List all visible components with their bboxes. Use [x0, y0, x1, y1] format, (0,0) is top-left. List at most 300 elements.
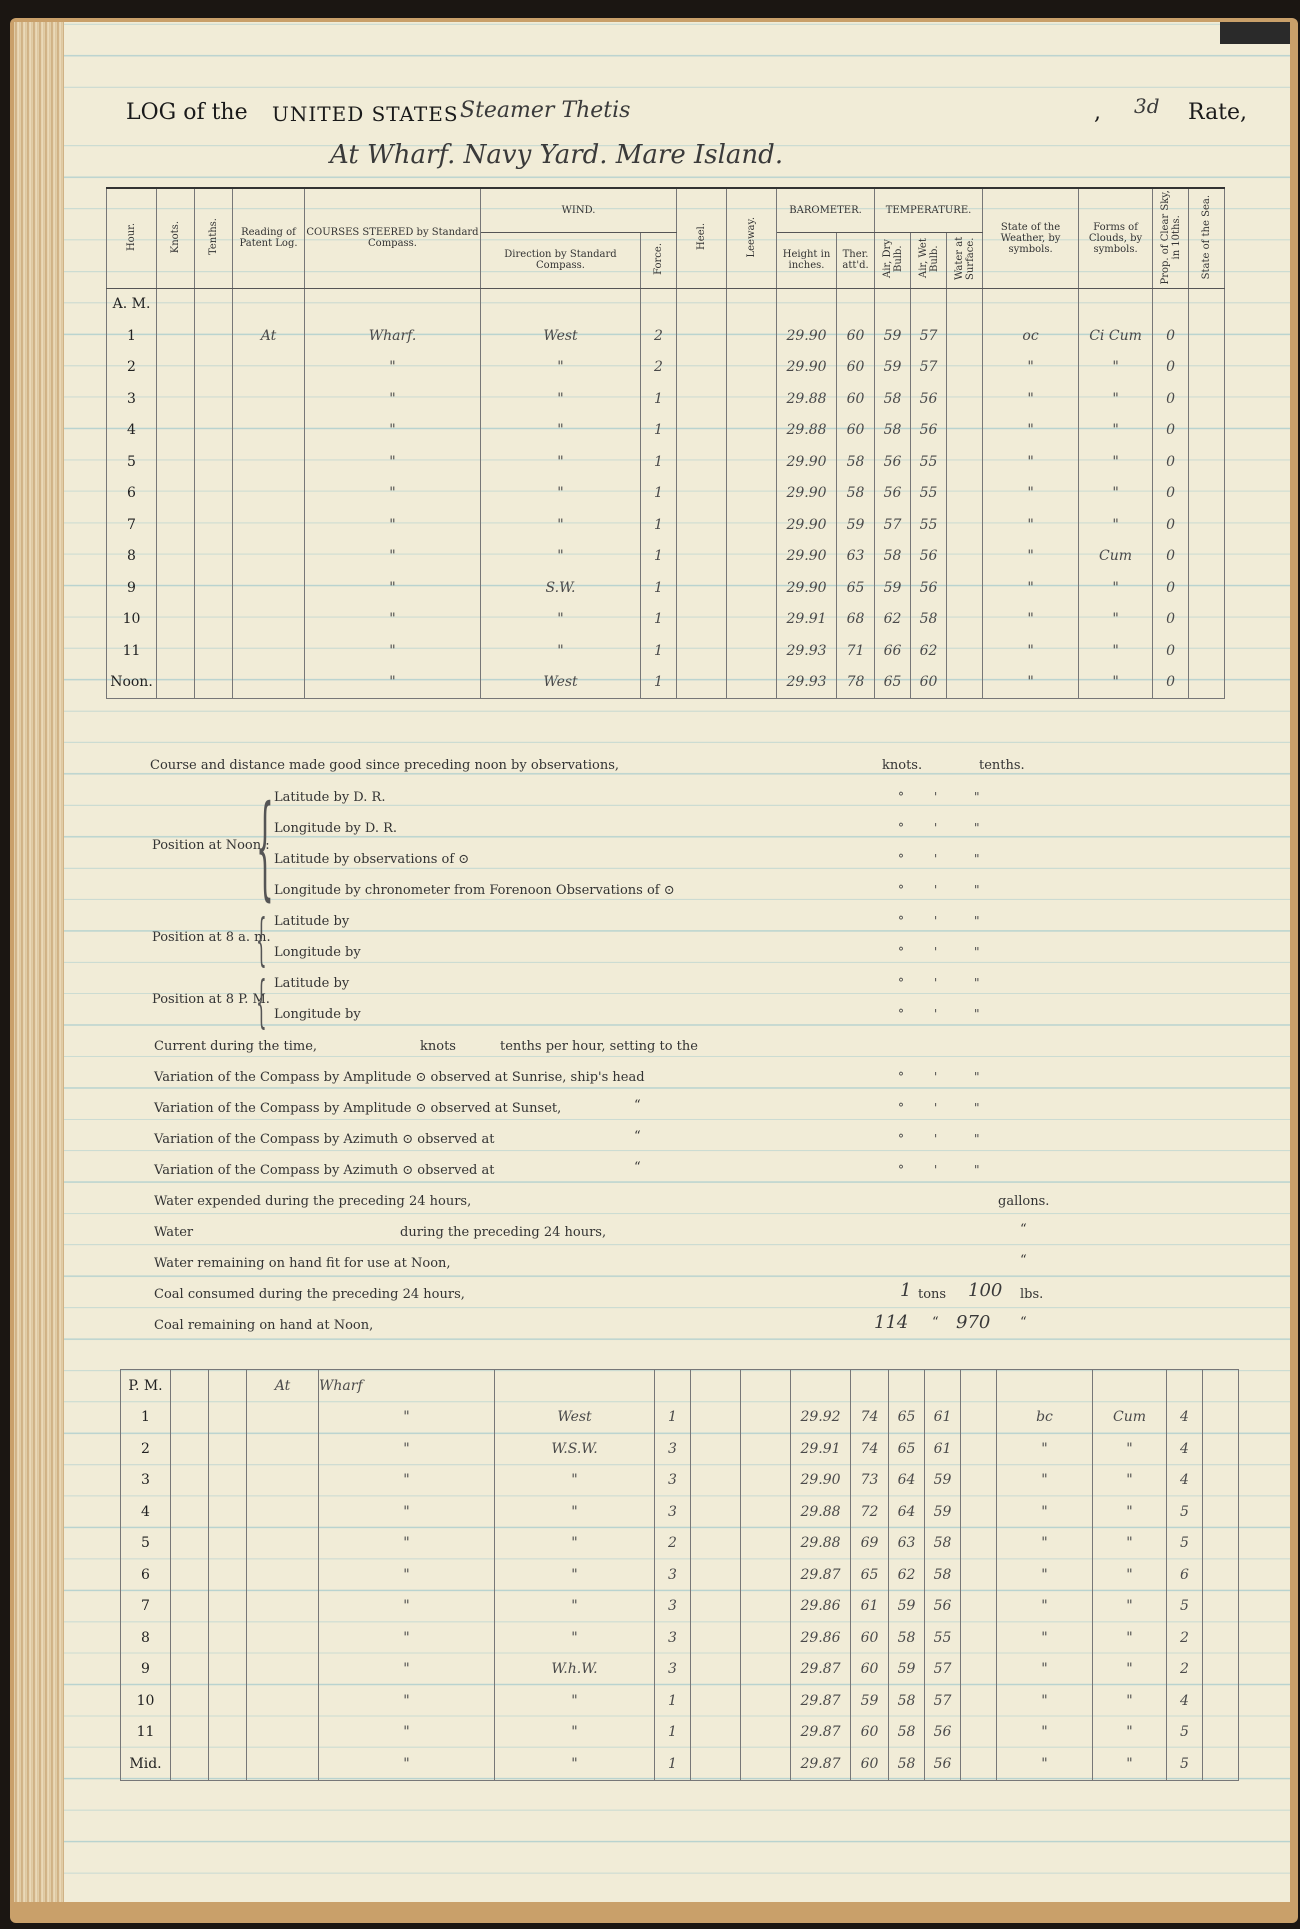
am-clear-sky-cell: 0: [1153, 352, 1189, 384]
pm-knots-cell: [171, 1433, 209, 1465]
pm-clouds-cell: ": [1093, 1748, 1167, 1780]
am-tenths-cell: [195, 667, 233, 699]
am-baro-height-cell: 29.90: [777, 446, 837, 478]
pm-hour-cell: 1: [121, 1402, 171, 1434]
am-sea-state-cell: [1189, 320, 1225, 352]
am-wind-direction-cell: S.W.: [481, 572, 641, 604]
pm-sea-state-cell: [1203, 1591, 1239, 1623]
clouds-header: Forms of Clouds, by symbols.: [1079, 188, 1153, 288]
am-patent-log-cell: [233, 572, 305, 604]
pm-sea-state-cell: [1203, 1685, 1239, 1717]
ditto-mark: “: [1020, 1315, 1027, 1330]
pm-baro-ther-cell: 74: [851, 1433, 889, 1465]
pm-clouds-cell: ": [1093, 1528, 1167, 1560]
pm-wind-direction-cell: West: [495, 1402, 655, 1434]
location-note: At Wharf. Navy Yard. Mare Island.: [330, 140, 784, 170]
dms-min-mark: ': [934, 945, 938, 959]
am-surface-cell: [947, 509, 983, 541]
pm-tenths-cell: [209, 1654, 247, 1686]
pm-surface-cell: [961, 1528, 997, 1560]
am-baro-height-cell: 29.90: [777, 320, 837, 352]
pm-hour-cell: 11: [121, 1717, 171, 1749]
pm-course-cell: ": [319, 1528, 495, 1560]
am-row: [107, 604, 1225, 636]
pm-wind-direction-cell: ": [495, 1717, 655, 1749]
am-course-cell: ": [305, 446, 481, 478]
dms-deg-mark: °: [898, 883, 904, 897]
pm-leeway-cell: [741, 1591, 791, 1623]
pm-baro-height-cell: 29.88: [791, 1528, 851, 1560]
am-heel-cell: [677, 604, 727, 636]
pm-surface-cell: [961, 1591, 997, 1623]
pm-wet-bulb-cell: 56: [925, 1591, 961, 1623]
am-sea-state-cell: [1189, 415, 1225, 447]
am-heel-cell: [677, 509, 727, 541]
lat-obs-label: Latitude by observations of ⊙: [274, 852, 470, 867]
pm-weather-cell: ": [997, 1654, 1093, 1686]
pm-weather-cell: ": [997, 1591, 1093, 1623]
pm-leeway-cell: [741, 1496, 791, 1528]
pm-wind-direction-cell: ": [495, 1748, 655, 1780]
dms-deg-mark: °: [898, 821, 904, 835]
am-heel-cell: [677, 667, 727, 699]
am-sea-state-cell: [1189, 541, 1225, 573]
am-heel-cell: [677, 541, 727, 573]
am-wind-direction-cell: ": [481, 509, 641, 541]
pm-wind-direction-cell: ": [495, 1465, 655, 1497]
am-hour-cell: 11: [107, 635, 157, 667]
am-weather-cell: oc: [983, 320, 1079, 352]
am-clear-sky-cell: 0: [1153, 383, 1189, 415]
am-clouds-cell: Cum: [1079, 541, 1153, 573]
temperature-header: TEMPERATURE.: [875, 188, 983, 232]
am-hour-cell: 10: [107, 604, 157, 636]
am-leeway-cell: [727, 572, 777, 604]
pm-course-cell: ": [319, 1591, 495, 1623]
am-clear-sky-cell: 0: [1153, 320, 1189, 352]
pm-sea-state-cell: [1203, 1559, 1239, 1591]
am-weather-cell: ": [983, 604, 1079, 636]
pm-leeway-cell: [741, 1559, 791, 1591]
am-course-cell: ": [305, 541, 481, 573]
pm-clear-sky-cell: 4: [1167, 1402, 1203, 1434]
am-dry-bulb-cell: 58: [875, 415, 911, 447]
am-baro-height-cell: 29.90: [777, 509, 837, 541]
am-baro-height-cell: 29.91: [777, 604, 837, 636]
am-heel-cell: [677, 320, 727, 352]
dms-min-mark: ': [934, 883, 938, 897]
am-wind-force-cell: 1: [641, 604, 677, 636]
dms-min-mark: ': [934, 790, 938, 804]
am-course-cell: ": [305, 383, 481, 415]
pm-hour-cell: 9: [121, 1654, 171, 1686]
am-sea-state-cell: [1189, 604, 1225, 636]
pm-wet-bulb-cell: 58: [925, 1559, 961, 1591]
pm-weather-cell: ": [997, 1433, 1093, 1465]
am-wet-bulb-cell: 56: [911, 415, 947, 447]
pm-patent-log-cell: [247, 1559, 319, 1591]
am-heel-cell: [677, 383, 727, 415]
pm-row: [121, 1465, 1239, 1497]
dms-min-mark: ': [934, 821, 938, 835]
pm-patent-log-cell: [247, 1528, 319, 1560]
am-leeway-cell: [727, 383, 777, 415]
pm-wet-bulb-cell: 55: [925, 1622, 961, 1654]
am-row: [107, 572, 1225, 604]
pm-wind-direction-cell: ": [495, 1622, 655, 1654]
am-patent-log-cell: [233, 383, 305, 415]
tons-unit: tons: [918, 1287, 947, 1302]
lon-8am-label: Longitude by: [274, 945, 361, 960]
pm-patent-log-cell: [247, 1591, 319, 1623]
am-tenths-cell: [195, 572, 233, 604]
pm-clouds-cell: ": [1093, 1465, 1167, 1497]
am-sea-state-cell: [1189, 352, 1225, 384]
dms-deg-mark: °: [898, 852, 904, 866]
pm-baro-height-cell: 29.87: [791, 1654, 851, 1686]
pm-hour-cell: 10: [121, 1685, 171, 1717]
water-remaining-label: Water remaining on hand fit for use at Noon,: [154, 1256, 451, 1271]
pm-tenths-cell: [209, 1433, 247, 1465]
pm-heel-cell: [691, 1591, 741, 1623]
pm-wind-force-cell: 3: [655, 1654, 691, 1686]
var-az2-label: Variation of the Compass by Azimuth ⊙ observed at: [154, 1163, 495, 1178]
pm-dry-bulb-cell: 62: [889, 1559, 925, 1591]
dms-sec-mark: ": [974, 1101, 980, 1115]
pm-log-table: [120, 1369, 1239, 1781]
am-patent-log-cell: [233, 509, 305, 541]
pm-baro-ther-cell: 59: [851, 1685, 889, 1717]
am-wind-force-cell: 1: [641, 635, 677, 667]
pm-wet-bulb-cell: 61: [925, 1402, 961, 1434]
am-clouds-cell: ": [1079, 383, 1153, 415]
pm-wind-force-cell: 3: [655, 1433, 691, 1465]
pm-wind-direction-cell: W.S.W.: [495, 1433, 655, 1465]
pm-dry-bulb-cell: 58: [889, 1748, 925, 1780]
am-surface-cell: [947, 541, 983, 573]
am-dry-bulb-cell: 66: [875, 635, 911, 667]
am-period-label: A. M.: [107, 288, 157, 320]
am-clouds-cell: ": [1079, 352, 1153, 384]
pm-knots-cell: [171, 1559, 209, 1591]
pm-dry-bulb-cell: 59: [889, 1654, 925, 1686]
pm-wind-direction-cell: W.h.W.: [495, 1654, 655, 1686]
am-knots-cell: [157, 541, 195, 573]
dms-sec-mark: ": [974, 852, 980, 866]
pm-tenths-cell: [209, 1559, 247, 1591]
am-dry-bulb-cell: 59: [875, 572, 911, 604]
surface-header: Water at Surface.: [947, 232, 983, 288]
dms-deg-mark: °: [898, 914, 904, 928]
pm-wet-bulb-cell: 56: [925, 1748, 961, 1780]
am-sea-state-cell: [1189, 509, 1225, 541]
course-distance-label: Course and distance made good since preceding noon by observations,: [150, 758, 620, 773]
am-baro-height-cell: 29.90: [777, 572, 837, 604]
pm-sea-state-cell: [1203, 1528, 1239, 1560]
am-knots-cell: [157, 383, 195, 415]
pm-hour-cell: 6: [121, 1559, 171, 1591]
pm-hour-cell: 7: [121, 1591, 171, 1623]
lon-chrono-label: Longitude by chronometer from Forenoon Observations of ⊙: [274, 883, 675, 898]
pm-wind-direction-cell: ": [495, 1528, 655, 1560]
pm-heel-cell: [691, 1496, 741, 1528]
am-wet-bulb-cell: 56: [911, 572, 947, 604]
am-patent-log-cell: [233, 667, 305, 699]
pm-row: [121, 1433, 1239, 1465]
heel-header: Heel.: [677, 188, 727, 288]
pm-weather-cell: ": [997, 1748, 1093, 1780]
lat-8pm-label: Latitude by: [274, 976, 350, 991]
pm-dry-bulb-cell: 58: [889, 1717, 925, 1749]
current-label-a: Current during the time,: [154, 1039, 318, 1054]
tenths-unit: tenths.: [979, 758, 1025, 773]
pm-sea-state-cell: [1203, 1622, 1239, 1654]
am-log-table: [106, 187, 1225, 699]
pm-dry-bulb-cell: 59: [889, 1591, 925, 1623]
dms-deg-mark: °: [898, 976, 904, 990]
am-weather-cell: ": [983, 446, 1079, 478]
dms-sec-mark: ": [974, 976, 980, 990]
dms-deg-mark: °: [898, 1163, 904, 1177]
am-leeway-cell: [727, 604, 777, 636]
am-patent-log-cell: [233, 352, 305, 384]
pm-leeway-cell: [741, 1654, 791, 1686]
pm-hour-cell: 5: [121, 1528, 171, 1560]
dms-sec-mark: ": [974, 1007, 980, 1021]
book-spine: [14, 22, 66, 1902]
pm-heel-cell: [691, 1622, 741, 1654]
am-dry-bulb-cell: 58: [875, 541, 911, 573]
am-surface-cell: [947, 478, 983, 510]
pm-clouds-cell: ": [1093, 1496, 1167, 1528]
am-patent-log-cell: [233, 635, 305, 667]
pm-surface-cell: [961, 1433, 997, 1465]
am-tenths-cell: [195, 446, 233, 478]
dms-min-mark: ': [934, 976, 938, 990]
pm-row: [121, 1685, 1239, 1717]
am-heel-cell: [677, 415, 727, 447]
pm-weather-cell: bc: [997, 1402, 1093, 1434]
pm-leeway-cell: [741, 1402, 791, 1434]
pm-baro-height-cell: 29.91: [791, 1433, 851, 1465]
am-knots-cell: [157, 667, 195, 699]
pm-knots-cell: [171, 1528, 209, 1560]
pm-wet-bulb-cell: 56: [925, 1717, 961, 1749]
pm-clouds-cell: Cum: [1093, 1402, 1167, 1434]
ditto-mark: “: [1020, 1222, 1027, 1237]
pm-clear-sky-cell: 2: [1167, 1654, 1203, 1686]
am-wind-direction-cell: ": [481, 541, 641, 573]
am-clear-sky-cell: 0: [1153, 604, 1189, 636]
am-course-cell: ": [305, 415, 481, 447]
dms-min-mark: ': [934, 1132, 938, 1146]
am-wet-bulb-cell: 55: [911, 446, 947, 478]
am-heel-cell: [677, 572, 727, 604]
am-leeway-cell: [727, 352, 777, 384]
pm-wind-direction-cell: ": [495, 1496, 655, 1528]
am-dry-bulb-cell: 62: [875, 604, 911, 636]
am-row: [107, 635, 1225, 667]
pm-tenths-cell: [209, 1622, 247, 1654]
pm-leeway-cell: [741, 1433, 791, 1465]
am-surface-cell: [947, 446, 983, 478]
am-surface-cell: [947, 415, 983, 447]
pm-heel-cell: [691, 1433, 741, 1465]
am-row: [107, 415, 1225, 447]
am-leeway-cell: [727, 667, 777, 699]
am-surface-cell: [947, 604, 983, 636]
am-tenths-cell: [195, 415, 233, 447]
dms-sec-mark: ": [974, 1132, 980, 1146]
am-surface-cell: [947, 667, 983, 699]
am-wet-bulb-cell: 56: [911, 541, 947, 573]
pm-surface-cell: [961, 1465, 997, 1497]
am-surface-cell: [947, 635, 983, 667]
pm-tenths-cell: [209, 1748, 247, 1780]
dms-sec-mark: ": [974, 945, 980, 959]
pm-baro-ther-cell: 73: [851, 1465, 889, 1497]
pm-row: [121, 1402, 1239, 1434]
pm-clouds-cell: ": [1093, 1654, 1167, 1686]
dms-deg-mark: °: [898, 790, 904, 804]
pm-knots-cell: [171, 1654, 209, 1686]
am-course-cell: Wharf.: [305, 320, 481, 352]
coal-remaining-label: Coal remaining on hand at Noon,: [154, 1318, 374, 1333]
clear-sky-header: Prop. of Clear Sky, in 10ths.: [1153, 188, 1189, 288]
ditto-mark: “: [634, 1098, 641, 1113]
am-row: [107, 320, 1225, 352]
am-wind-force-cell: 1: [641, 446, 677, 478]
pm-course-cell: ": [319, 1465, 495, 1497]
pm-hour-cell: 8: [121, 1622, 171, 1654]
pm-surface-cell: [961, 1685, 997, 1717]
pm-wet-bulb-cell: 57: [925, 1685, 961, 1717]
pm-weather-cell: ": [997, 1496, 1093, 1528]
dms-min-mark: ': [934, 1070, 938, 1084]
am-baro-height-cell: 29.88: [777, 415, 837, 447]
pm-course-cell: ": [319, 1402, 495, 1434]
am-period-row: [107, 288, 1225, 320]
dms-deg-mark: °: [898, 1070, 904, 1084]
dms-min-mark: ': [934, 914, 938, 928]
pm-baro-height-cell: 29.87: [791, 1717, 851, 1749]
am-wet-bulb-cell: 57: [911, 352, 947, 384]
pm-hour-cell: Mid.: [121, 1748, 171, 1780]
pm-baro-height-cell: 29.87: [791, 1685, 851, 1717]
pm-knots-cell: [171, 1402, 209, 1434]
am-leeway-cell: [727, 446, 777, 478]
vessel-name: Steamer Thetis: [460, 98, 631, 123]
am-knots-cell: [157, 478, 195, 510]
am-knots-cell: [157, 509, 195, 541]
wet-bulb-header: Air, Wet Bulb.: [911, 232, 947, 288]
pm-sea-state-cell: [1203, 1433, 1239, 1465]
am-clouds-cell: ": [1079, 509, 1153, 541]
am-leeway-cell: [727, 415, 777, 447]
pm-heel-cell: [691, 1528, 741, 1560]
pm-patent-log-cell: [247, 1748, 319, 1780]
am-wind-direction-cell: West: [481, 667, 641, 699]
pm-course: Wharf: [319, 1370, 495, 1402]
pm-patent-log-cell: [247, 1402, 319, 1434]
pm-knots-cell: [171, 1685, 209, 1717]
am-dry-bulb-cell: 56: [875, 446, 911, 478]
am-clear-sky-cell: 0: [1153, 446, 1189, 478]
am-baro-ther-cell: 58: [837, 478, 875, 510]
pm-row: [121, 1591, 1239, 1623]
pm-baro-height-cell: 29.87: [791, 1748, 851, 1780]
pm-surface-cell: [961, 1622, 997, 1654]
pm-wind-direction-cell: ": [495, 1559, 655, 1591]
pm-heel-cell: [691, 1654, 741, 1686]
pm-knots-cell: [171, 1496, 209, 1528]
pm-clear-sky-cell: 5: [1167, 1717, 1203, 1749]
current-label-c: tenths per hour, setting to the: [500, 1039, 698, 1054]
pm-clear-sky-cell: 6: [1167, 1559, 1203, 1591]
pm-patent-log-cell: [247, 1717, 319, 1749]
pm-wind-force-cell: 1: [655, 1402, 691, 1434]
am-weather-cell: ": [983, 667, 1079, 699]
am-row: [107, 383, 1225, 415]
am-wet-bulb-cell: 62: [911, 635, 947, 667]
am-course-cell: ": [305, 478, 481, 510]
pm-row: [121, 1748, 1239, 1780]
am-hour-cell: 1: [107, 320, 157, 352]
pm-sea-state-cell: [1203, 1465, 1239, 1497]
am-weather-cell: ": [983, 415, 1079, 447]
am-wind-force-cell: 2: [641, 352, 677, 384]
pm-row: [121, 1717, 1239, 1749]
pm-leeway-cell: [741, 1465, 791, 1497]
am-wind-direction-cell: ": [481, 604, 641, 636]
am-leeway-cell: [727, 320, 777, 352]
am-patent-log-cell: [233, 478, 305, 510]
dms-deg-mark: °: [898, 1101, 904, 1115]
pm-course-cell: ": [319, 1433, 495, 1465]
am-clear-sky-cell: 0: [1153, 667, 1189, 699]
am-clear-sky-cell: 0: [1153, 509, 1189, 541]
pm-patent-log-cell: [247, 1496, 319, 1528]
pm-baro-ther-cell: 72: [851, 1496, 889, 1528]
dms-min-mark: ': [934, 852, 938, 866]
baro-height-header: Height in inches.: [777, 232, 837, 288]
rate-number: 3d: [1134, 94, 1160, 118]
pm-course-cell: ": [319, 1748, 495, 1780]
pm-baro-ther-cell: 69: [851, 1528, 889, 1560]
pm-wind-direction-cell: ": [495, 1591, 655, 1623]
am-heel-cell: [677, 352, 727, 384]
page-corner-shadow: [1220, 22, 1290, 44]
pm-sea-state-cell: [1203, 1402, 1239, 1434]
pm-clear-sky-cell: 4: [1167, 1465, 1203, 1497]
pm-clouds-cell: ": [1093, 1591, 1167, 1623]
pm-tenths-cell: [209, 1402, 247, 1434]
pm-wind-force-cell: 1: [655, 1717, 691, 1749]
pm-knots-cell: [171, 1748, 209, 1780]
current-label-b: knots: [420, 1039, 456, 1054]
dms-min-mark: ': [934, 1101, 938, 1115]
log-prefix: LOG of the: [126, 100, 248, 125]
am-clear-sky-cell: 0: [1153, 541, 1189, 573]
am-baro-ther-cell: 68: [837, 604, 875, 636]
am-patent-log-cell: [233, 446, 305, 478]
am-course-cell: ": [305, 635, 481, 667]
am-baro-ther-cell: 78: [837, 667, 875, 699]
am-course-cell: ": [305, 352, 481, 384]
ditto-mark: “: [1020, 1253, 1027, 1268]
am-baro-height-cell: 29.93: [777, 667, 837, 699]
am-wind-direction-cell: ": [481, 446, 641, 478]
